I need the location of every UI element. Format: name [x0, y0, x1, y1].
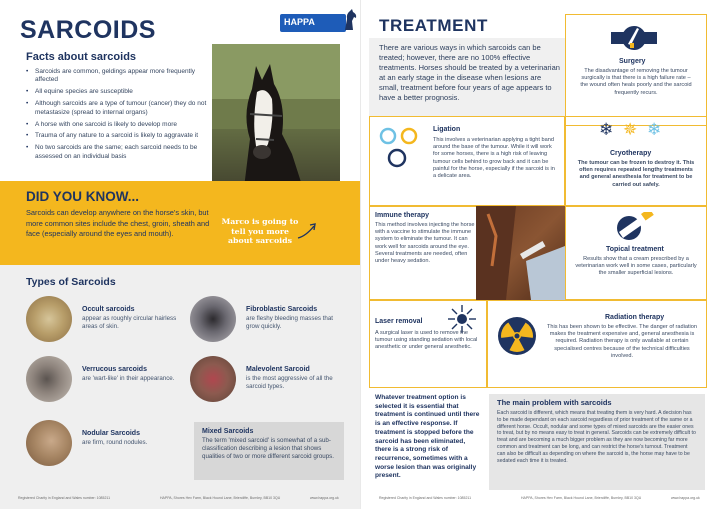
fact-item: • Sarcoids are common, geldings appear more frequently affected — [26, 68, 212, 85]
radiation-icon — [497, 316, 537, 356]
sarcoid-type-desc: are firm, round nodules. — [82, 439, 148, 446]
fact-item: • All equine species are susceptible — [26, 88, 212, 96]
fact-item: • Although sarcoids are a type of tumour (cancer) they do not metastasize (spread to internal organs) — [26, 100, 212, 117]
verrucous-sarcoid-photo — [26, 356, 72, 402]
horse-illustration — [212, 44, 340, 204]
fact-item: • Trauma of any nature to a sarcoid is likely to aggravate it — [26, 132, 212, 140]
main-problem-desc: Each sarcoid is different, which means that treating them is very hard. A decision has to be made dependant on each sarcoid regardless of prior treatment of the same or a different horse. Occult, nodular and some types of mixed sarcoids are the easier ones to treat, but by no means easy to treat in general. Sarcoids can be extremely difficult to treat and are becoming a much bigger problem as they are now becoming far more common and treatment can be long, and can restrict the horse's turnout. Treatment can also be difficult as depending on where the sarcoid is, the horse may have to be sedated each time it is treated. — [497, 410, 696, 464]
did-you-know-title: DID YOU KNOW... — [26, 189, 140, 204]
radiation-therapy-desc: This has been shown to be effective. The danger of radiation makes the treatment expensive and, general anesthesia is required. Radiation therapy is only available at certain specialised centres because of the technical difficulties involved. — [547, 324, 697, 359]
mixed-sarcoids-desc: The term 'mixed sarcoid' is somewhat of a sub-classification describing a lesion that shows qualities of two or more different sarcoid groups. — [202, 437, 334, 460]
laser-removal-title: Laser removal — [375, 318, 423, 325]
treatment-title: TREATMENT — [379, 16, 488, 35]
footer-address: HAPPA, Shores Hev Farm, Black Hound Lane, Briercliffe, Burnley, BB10 3QU — [521, 496, 642, 500]
curved-arrow-icon — [296, 222, 320, 240]
sarcoid-type-name: Verrucous sarcoids — [82, 366, 147, 373]
malevolent-sarcoid-photo — [190, 356, 236, 402]
sarcoid-type-desc: is the most aggressive of all the sarcoid types. — [246, 375, 333, 390]
facts-heading: Facts about sarcoids — [26, 51, 137, 63]
horse-logo-icon — [342, 9, 358, 31]
sarcoid-type-desc: appear as roughly circular hairless areas of skin. — [82, 315, 177, 330]
ligation-title: Ligation — [433, 126, 461, 133]
footer-website[interactable]: www.happa.org.uk — [310, 496, 339, 500]
sarcoid-type-name: Nodular Sarcoids — [82, 430, 140, 437]
footer-charity: Registered Charity in England and Wales number: 1085211 — [379, 496, 472, 500]
ligation-bands-icon — [377, 124, 421, 172]
cryotherapy-desc: The tumour can be frozen to destroy it. This often requires repeated lengthy treatments and general anesthesia for treatment to be carried out safely. — [577, 160, 695, 188]
fact-item: • No two sarcoids are the same; each sarcoid needs to be assessed on an individual basis — [26, 144, 212, 161]
snowflake-icon: ❄ — [599, 120, 614, 139]
sarcoid-type-name: Fibroblastic Sarcoids — [246, 306, 318, 313]
topical-treatment-title: Topical treatment — [606, 246, 664, 253]
mixed-sarcoids-box — [194, 422, 344, 480]
surgery-desc: The disadvantage of removing the tumour surgically is that there is a high failure rate – the wound often heals poorly and the sarcoid frequently recurs. — [580, 68, 692, 96]
main-problem-title: The main problem with sarcoids — [497, 398, 612, 407]
types-heading: Types of Sarcoids — [26, 276, 116, 288]
ligation-desc: This involves a veterinarian applying a tight band around the base of the tumour. While it will work for some horses, there is a high risk of leaving tumour cells behind to grow back and it can be painful for the horse, especially if the sarcoid is in a delicate area. — [433, 137, 555, 180]
mixed-sarcoids-title: Mixed Sarcoids — [202, 428, 254, 435]
happa-logo[interactable] — [280, 14, 346, 32]
did-you-know-text: Sarcoids can develop anywhere on the horse's skin, but more common sites include the chest, groin, sheath and face (especially around the eyes and mouth). — [26, 208, 210, 238]
footer-address: HAPPA, Shores Hev Farm, Black Hound Lane, Briercliffe, Burnley, BB10 3QU — [160, 496, 281, 500]
sarcoid-type-desc: are 'wart-like' in their appearance. — [82, 375, 175, 382]
snowflake-icon: ✵ — [623, 120, 638, 139]
footer-charity: Registered Charity in England and Wales number: 1085211 — [18, 496, 111, 500]
intro-text: There are various ways in which sarcoids can be treated; however, there are no 100% effective treatments. Horses should be treated by a veterinarian at an early stage in the disease when lesions are small, treatment before four years of age appears to have a better prognosis. — [379, 43, 560, 102]
occult-sarcoid-photo — [26, 296, 72, 342]
injection-photo — [476, 206, 565, 300]
laser-removal-desc: A surgical laser is used to remove the tumour using standing sedation with local anesthetic or under general anesthetic. — [375, 330, 478, 351]
immune-therapy-title: Immune therapy — [375, 212, 430, 219]
scalpel-icon — [611, 20, 657, 54]
right-page — [361, 0, 720, 509]
marco-caption: Marco is going to tell you more about sarcoids — [221, 217, 299, 245]
nodular-sarcoid-photo — [26, 420, 72, 466]
horse-photo — [212, 44, 340, 204]
cryotherapy-title: Cryotherapy — [610, 150, 652, 157]
sarcoid-type-desc: are fleshy bleeding masses that grow quickly. — [246, 315, 334, 330]
main-problem-box — [489, 394, 705, 490]
cream-tube-icon — [613, 212, 655, 242]
fact-item: • A horse with one sarcoid is likely to develop more — [26, 121, 212, 129]
topical-treatment-desc: Results show that a cream prescribed by a veterinarian work well in some cases, particularly the smaller superficial lesions. — [575, 256, 697, 277]
fibroblastic-sarcoid-photo — [190, 296, 236, 342]
injection-illustration — [476, 206, 565, 300]
surgery-title: Surgery — [619, 58, 646, 65]
logo-text: HAPPA — [284, 17, 315, 27]
sarcoid-type-name: Malevolent Sarcoid — [246, 366, 310, 373]
facts-list — [26, 68, 212, 165]
page-title: SARCOIDS — [20, 16, 156, 44]
radiation-therapy-title: Radiation therapy — [605, 314, 665, 321]
immune-therapy-desc: This method involves injecting the horse with a vaccine to stimulate the immune system to eliminate the tumour. It can work well for sarcoids around the eye. Several treatments are needed, often under heavy sedation. — [375, 222, 475, 265]
footer-website[interactable]: www.happa.org.uk — [671, 496, 700, 500]
sarcoid-type-name: Occult sarcoids — [82, 306, 135, 313]
snowflake-icon: ❄ — [647, 120, 662, 139]
treatment-continuation-note: Whatever treatment option is selected it is essential that treatment is continued until there is an effective response. If treatment is stopped before the sarcoid has been eliminated, there is a strong risk of recurrence, sometimes with a worse lesion than was originally present. — [375, 394, 480, 480]
